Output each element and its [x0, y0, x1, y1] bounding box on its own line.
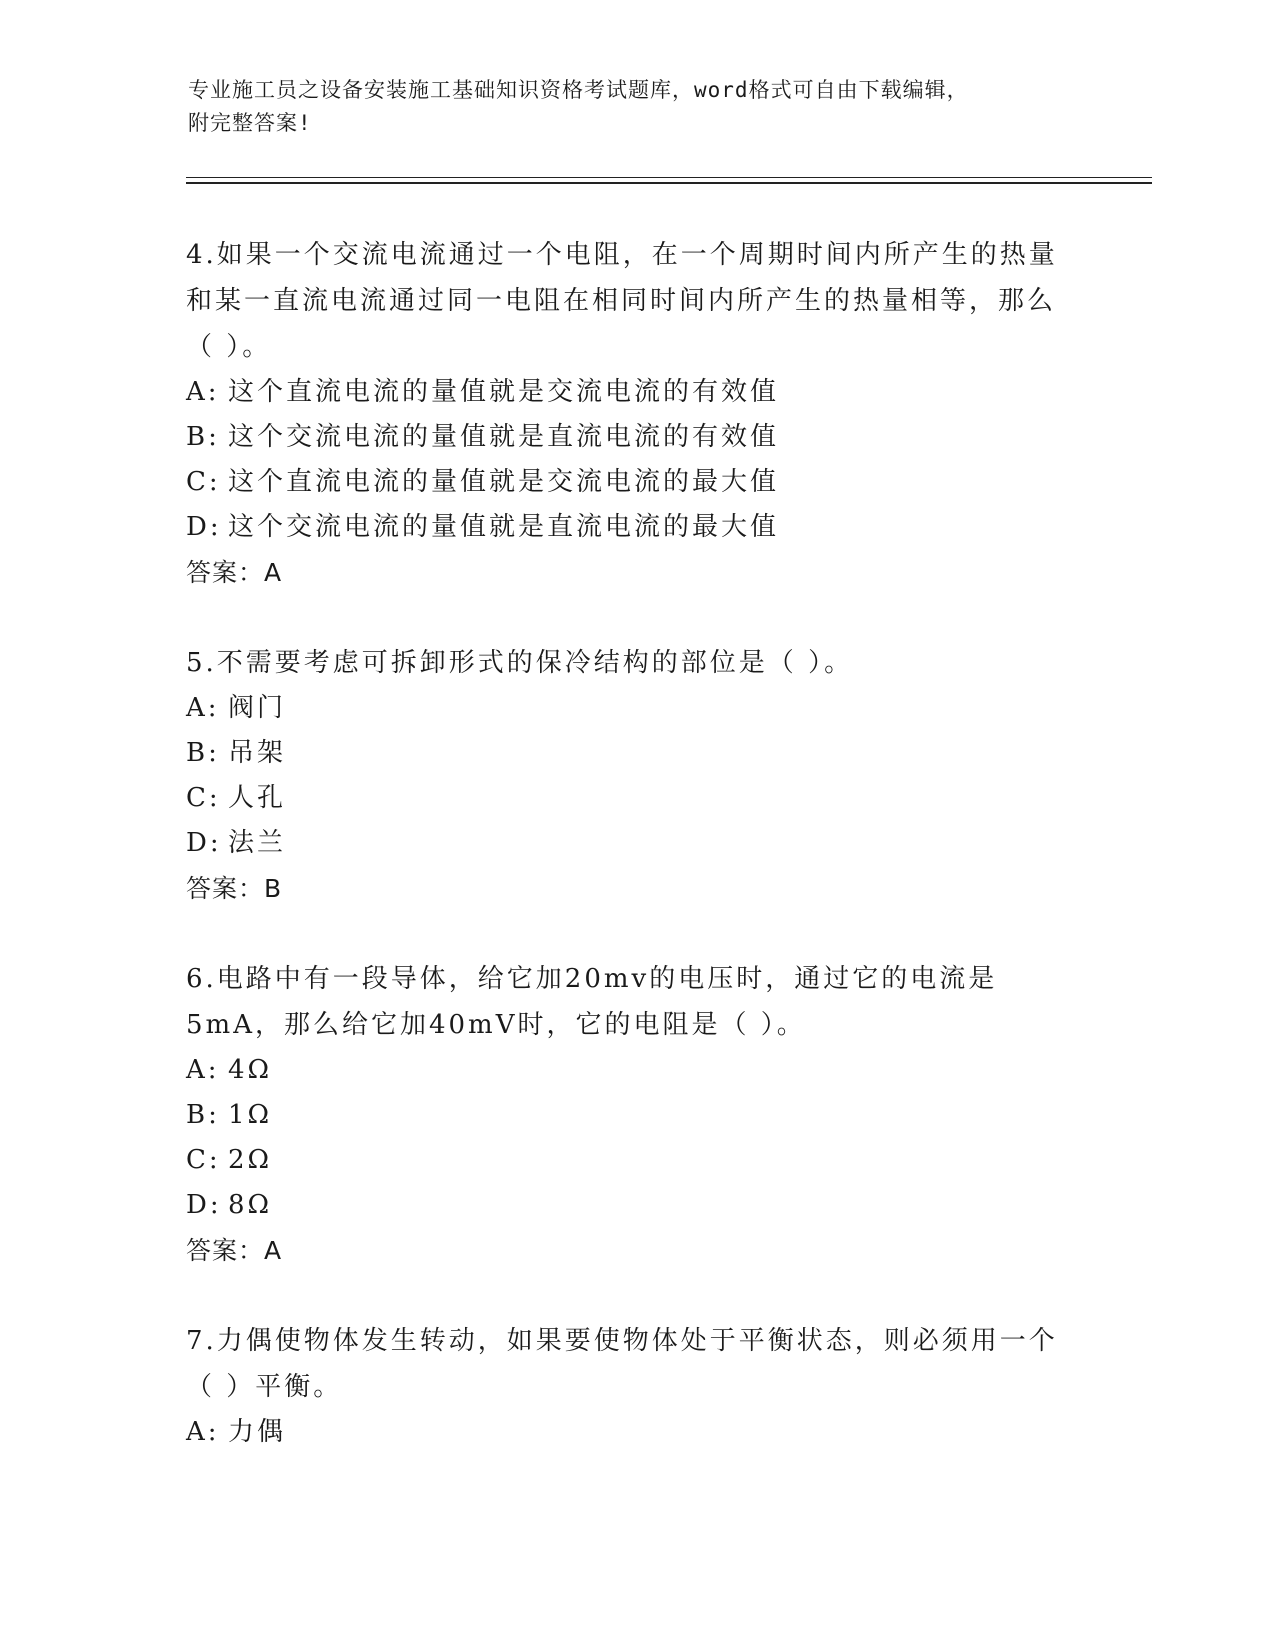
option-text: 8Ω [228, 1190, 273, 1220]
question-stem: 7.力偶使物体发生转动，如果要使物体处于平衡状态，则必须用一个（ ）平衡。 [186, 1326, 1058, 1402]
option-b [186, 1093, 1066, 1138]
option-key: D: [186, 512, 222, 542]
header-line-2: 附完整答案! [188, 111, 312, 135]
answer-line: 答案：A [186, 558, 283, 587]
header-divider-thin [186, 177, 1152, 178]
question-4 [186, 232, 1066, 596]
option-key: D: [186, 1190, 222, 1220]
question-list [186, 232, 1066, 1499]
option-text: 这个交流电流的量值就是直流电流的有效值 [228, 422, 780, 452]
option-text: 这个直流电流的量值就是交流电流的有效值 [228, 377, 780, 407]
option-key: B: [186, 1100, 220, 1130]
option-key: D: [186, 828, 222, 858]
option-key: B: [186, 422, 220, 452]
option-text: 这个直流电流的量值就是交流电流的最大值 [228, 467, 780, 497]
document-header [188, 74, 1068, 140]
option-key: A: [186, 377, 220, 407]
option-key: C: [186, 1145, 221, 1175]
option-key: B: [186, 738, 220, 768]
option-c [186, 1138, 1066, 1183]
option-text: 2Ω [228, 1145, 273, 1175]
option-key: A: [186, 1417, 220, 1447]
answer-line: 答案：A [186, 1236, 283, 1265]
answer-line: 答案：B [186, 874, 283, 903]
option-a [186, 1048, 1066, 1093]
option-key: A: [186, 693, 220, 723]
option-text: 人孔 [228, 783, 287, 813]
option-a [186, 370, 1066, 415]
option-b [186, 415, 1066, 460]
option-text: 吊架 [228, 738, 287, 768]
option-b [186, 731, 1066, 776]
option-text: 法兰 [228, 828, 287, 858]
option-text: 阀门 [228, 693, 287, 723]
question-7 [186, 1318, 1066, 1455]
question-stem: 5.不需要考虑可拆卸形式的保冷结构的部位是（ ）。 [186, 648, 854, 678]
option-text: 4Ω [228, 1055, 273, 1085]
option-c [186, 776, 1066, 821]
option-key: A: [186, 1055, 220, 1085]
header-divider-thick [186, 182, 1152, 184]
question-stem: 6.电路中有一段导体，给它加20mv的电压时，通过它的电流是5mA，那么给它加40mV时，它的电阻是（ ）。 [186, 964, 998, 1040]
question-stem: 4.如果一个交流电流通过一个电阻，在一个周期时间内所产生的热量和某一直流电流通过同一电阻在相同时间内所产生的热量相等，那么（ ）。 [186, 240, 1058, 362]
option-d [186, 505, 1066, 550]
option-c [186, 460, 1066, 505]
option-text: 力偶 [228, 1417, 287, 1447]
option-d [186, 1183, 1066, 1228]
option-a [186, 686, 1066, 731]
option-text: 这个交流电流的量值就是直流电流的最大值 [228, 512, 780, 542]
option-key: C: [186, 783, 221, 813]
question-5 [186, 640, 1066, 912]
option-text: 1Ω [228, 1100, 273, 1130]
option-a [186, 1410, 1066, 1455]
question-6 [186, 956, 1066, 1274]
option-d [186, 821, 1066, 866]
option-key: C: [186, 467, 221, 497]
header-line-1: 专业施工员之设备安装施工基础知识资格考试题库，word格式可自由下载编辑， [188, 78, 969, 102]
